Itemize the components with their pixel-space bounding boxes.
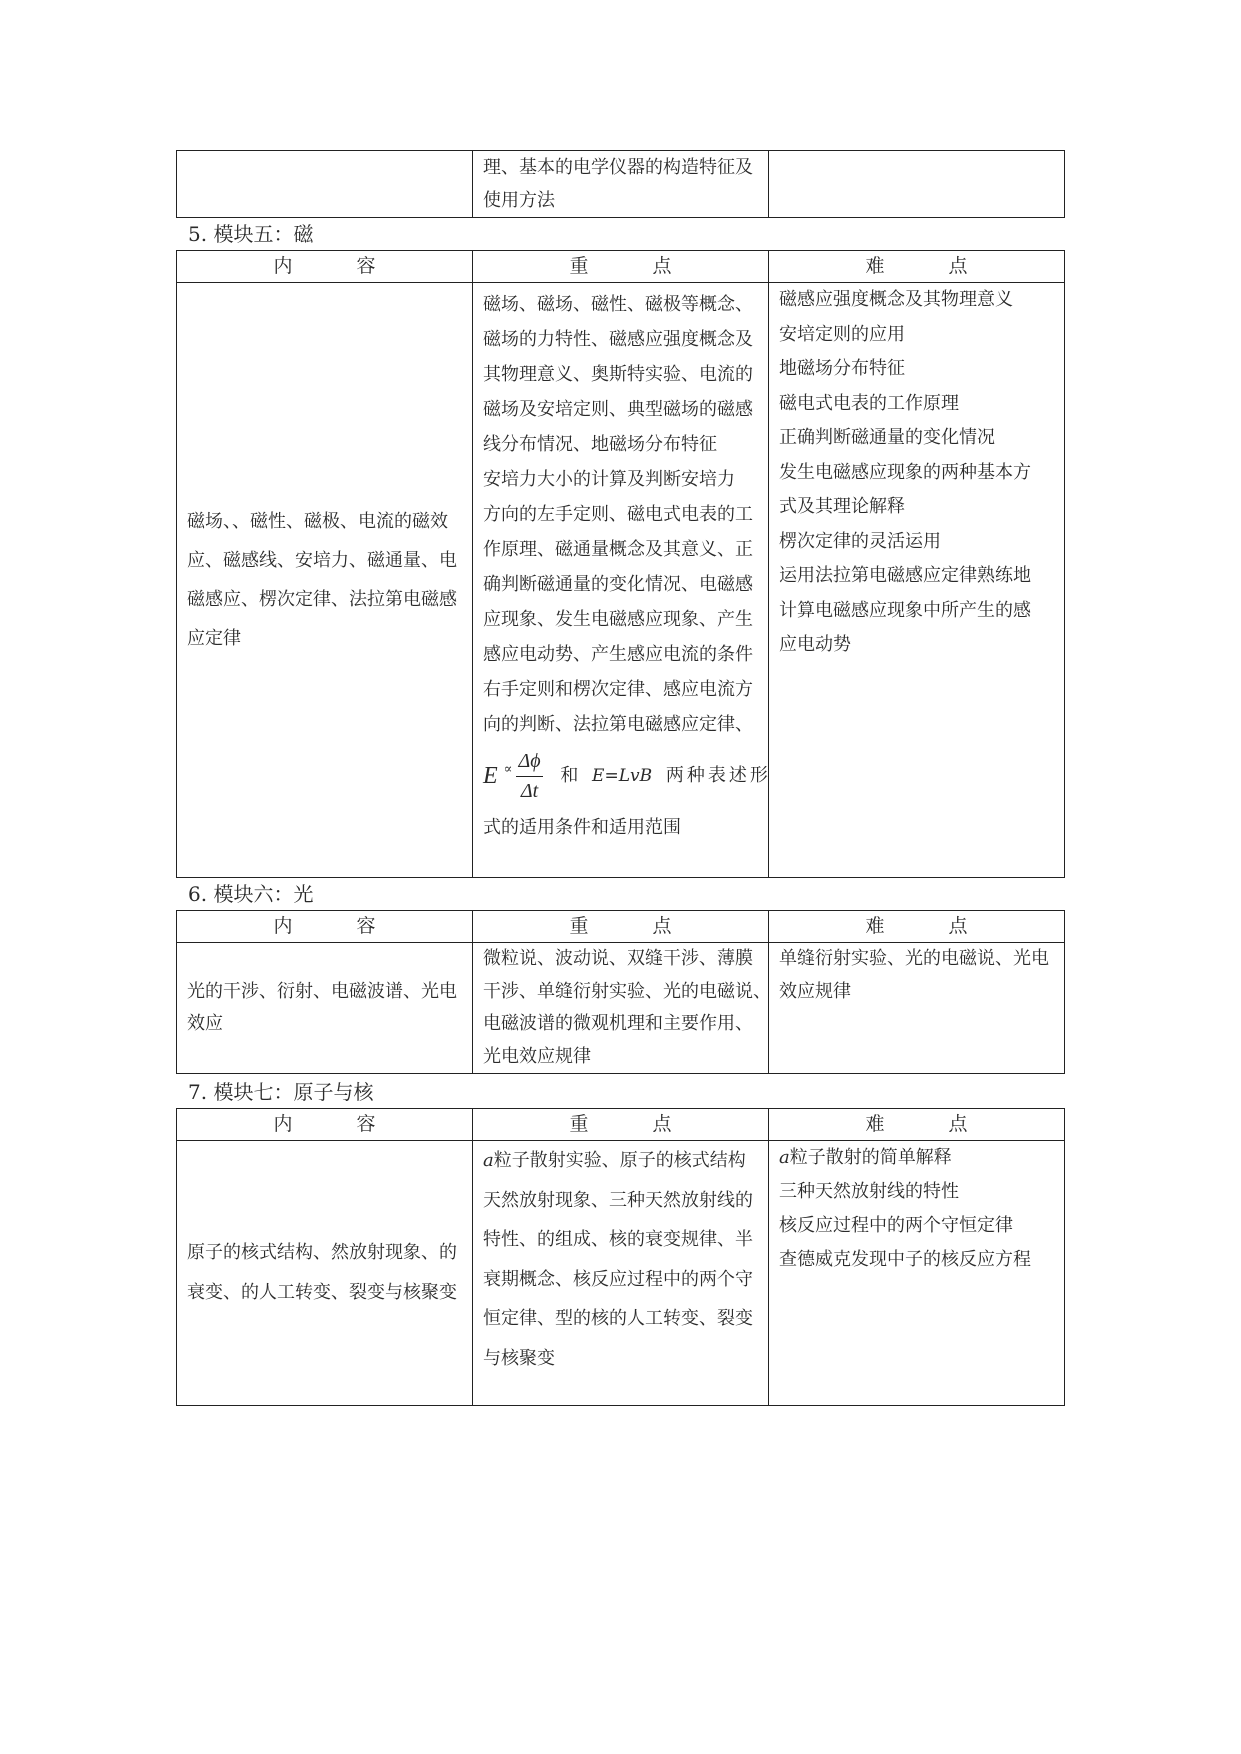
module7-table [176, 1108, 1065, 1406]
header-row [177, 911, 1065, 943]
header-content: 内 容 [177, 911, 473, 943]
cont-difficult-cell [769, 151, 1065, 218]
header-row [177, 1109, 1065, 1141]
module5-content-cell: 磁场、、磁性、磁极、电流的磁效 应、磁感线、安培力、磁通量、电 磁感应、楞次定律、法拉第电磁感 应定律 [177, 283, 473, 878]
alpha-symbol: a [779, 1147, 790, 1168]
emf-formula-line: E ∝ $\frac{\Delta\phi}{\Delta t}$ 和 E=LvB 两种表述形 [483, 742, 758, 810]
module6-difficult-cell: 单缝衍射实验、光的电磁说、光电 效应规律 [769, 943, 1065, 1074]
module5-difficult-cell: 磁感应强度概念及其物理意义 安培定则的应用 地磁场分布特征 磁电式电表的工作原理 正确判断磁通量的变化情况 发生电磁感应现象的两种基本方 式及其理论解释 楞次定律的灵活运用 运用法拉第电磁感应定律熟练地 计算电磁感应现象中所产生的感 应电动势 [769, 283, 1065, 878]
header-row [177, 251, 1065, 283]
header-difficult: 难 点 [769, 1109, 1065, 1141]
header-key: 重 点 [473, 251, 769, 283]
cont-key-cell [473, 151, 769, 218]
module5-title: 5. 模块五：磁 [188, 222, 314, 246]
header-difficult: 难 点 [769, 251, 1065, 283]
header-key: 重 点 [473, 1109, 769, 1141]
cont-content-cell [177, 151, 473, 218]
module4-continuation-table [176, 150, 1065, 218]
cont-key-line: 使用方法 [483, 190, 555, 211]
header-difficult: 难 点 [769, 911, 1065, 943]
module6-table [176, 910, 1065, 1074]
module5-key-cell: 磁场、磁场、磁性、磁极等概念、 磁场的力特性、磁感应强度概念及 其物理意义、奥斯特实验、电流的 磁场及安培定则、典型磁场的磁感 线分布情况、地磁场分布特征 安培力大小的计算及判断安培力 方向的左手定则、磁电式电表的工 作原理、磁通量概念及其意义、正 确判断磁通量的变化情况、电磁感 应现象、发生电磁感应现象、产生 感应电动势、产生感应电流的条件 右手定则和楞次定律、感应电流方 向的判断、法拉第电磁感应定律、 E ∝ $\frac{\Delta\phi}{\Delta t}$ 和 E=LvB 两种表述形 式的适用条件和适用范围 [473, 283, 769, 878]
module7-title: 7. 模块七：原子与核 [188, 1080, 374, 1104]
module7-difficult-cell: a粒子散射的简单解释 三种天然放射线的特性 核反应过程中的两个守恒定律 查德威克发现中子的核反应方程 [769, 1141, 1065, 1406]
header-key: 重 点 [473, 911, 769, 943]
header-content: 内 容 [177, 251, 473, 283]
module7-key-cell: a粒子散射实验、原子的核式结构 天然放射现象、三种天然放射线的 特性、的组成、核的衰变规律、半 衰期概念、核反应过程中的两个守 恒定律、型的核的人工转变、裂变 与核聚变 [473, 1141, 769, 1406]
formula-fraction: $\frac{\Delta\phi}{\Delta t}$ [518, 749, 541, 802]
header-content: 内 容 [177, 1109, 473, 1141]
cont-key-line: 理、基本的电学仪器的构造特征及 [483, 157, 753, 178]
module7-content-cell: 原子的核式结构、然放射现象、的 衰变、的人工转变、裂变与核聚变 [177, 1141, 473, 1406]
module6-content-cell: 光的干涉、衍射、电磁波谱、光电 效应 [177, 943, 473, 1074]
module5-table [176, 250, 1065, 878]
module6-title: 6. 模块六：光 [188, 882, 314, 906]
emf-formula: E ∝ $\frac{\Delta\phi}{\Delta t}$ [483, 743, 543, 809]
module6-key-cell: 微粒说、波动说、双缝干涉、薄膜 干涉、单缝衍射实验、光的电磁说、 电磁波谱的微观机理和主要作用、 光电效应规律 [473, 943, 769, 1074]
alpha-symbol: a [483, 1150, 494, 1171]
